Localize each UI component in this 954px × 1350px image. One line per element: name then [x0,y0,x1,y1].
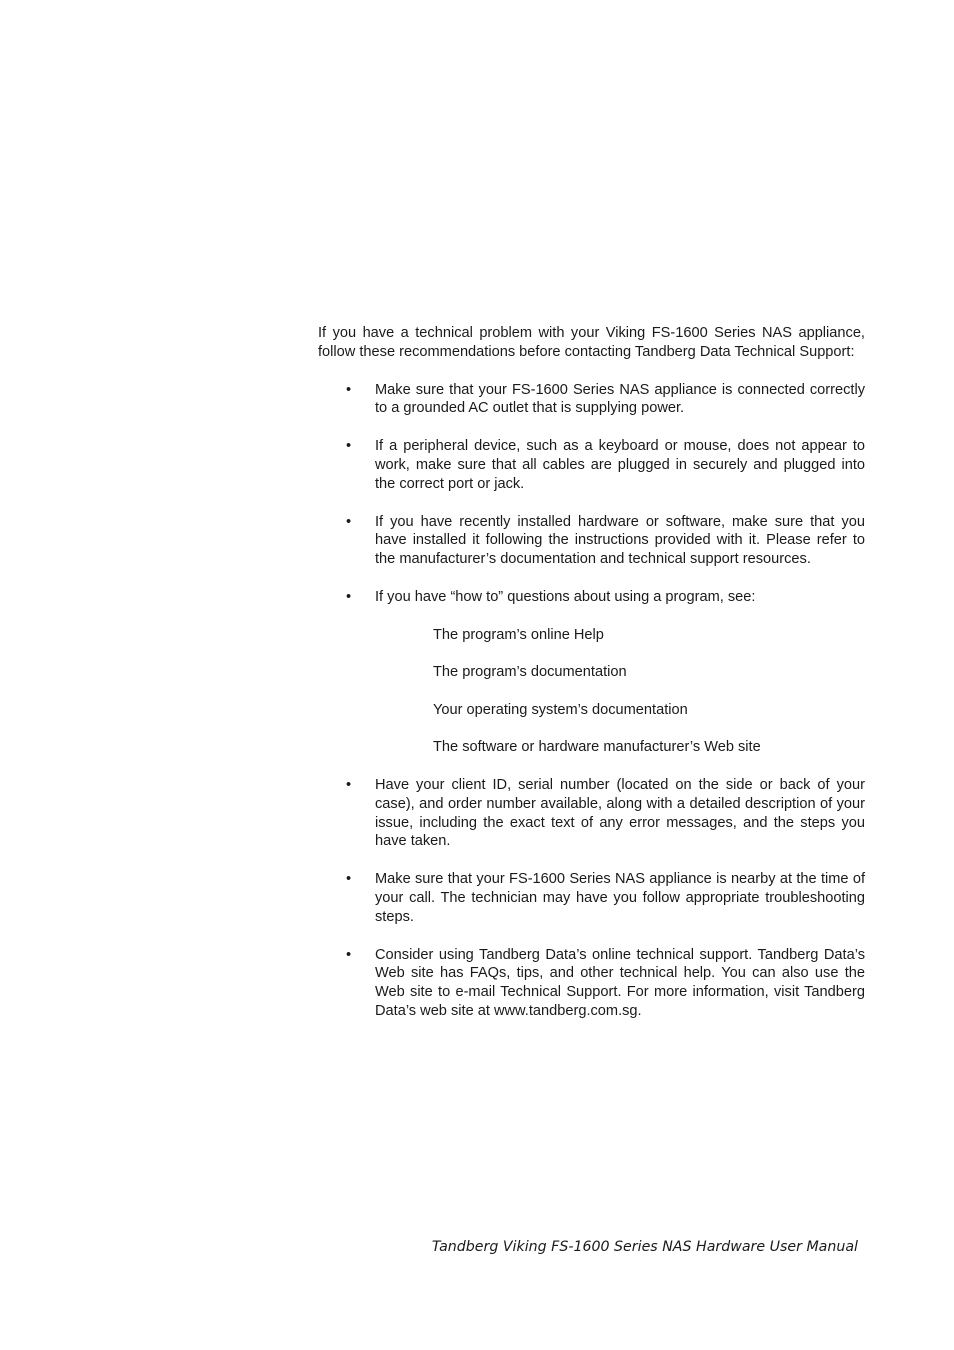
list-item [318,870,865,926]
troubleshooting-section [318,324,865,1040]
list-item [318,776,865,851]
list-item-text: If you have recently installed hardware or software, make sure that you have installed it following the instructions provided with it. Please refer to the manufacturer’s documentation and technical support resources. [375,513,865,568]
list-item-text: If a peripheral device, such as a keyboard or mouse, does not appear to work, make sure that all cables are plugged in securely and plugged into the correct port or jack. [375,438,865,492]
page-footer: Tandberg Viking FS-1600 Series NAS Hardware User Manual [431,1239,858,1255]
list-item [318,946,865,1021]
list-item [318,437,865,493]
list-item-text: If you have “how to” questions about using a program, see: [375,588,756,605]
recommendation-list [318,381,865,1021]
list-item [318,381,865,419]
intro-paragraph: If you have a technical problem with your Viking FS-1600 Series NAS appliance, follow these recommendations before contacting Tandberg Data Technical Support: [318,325,865,360]
list-item-text: Consider using Tandberg Data’s online technical support. Tandberg Data’s Web site has FAQs, tips, and other technical help. You can also use the Web site to e-mail Technical Support. For more information, visit Tandberg Data’s web site at www.tandberg.com.sg. [375,946,865,1019]
list-item [318,588,865,757]
bullet-icon: • [346,438,352,455]
sub-list-item: The program’s online Help [433,626,604,643]
bullet-icon: • [346,588,352,605]
bullet-icon: • [346,777,352,794]
list-item-text: Make sure that your FS-1600 Series NAS appliance is nearby at the time of your call. The technician may have you follow appropriate troubleshooting steps. [375,871,865,925]
bullet-icon: • [346,871,352,888]
sub-list-item: The program’s documentation [433,664,627,681]
bullet-icon: • [346,381,352,398]
list-item-text: Have your client ID, serial number (located on the side or back of your case), and order number available, along with a detailed description of your issue, including the exact text of any error messages, and the steps you have taken. [375,777,865,850]
list-item-text: Make sure that your FS-1600 Series NAS appliance is connected correctly to a grounded AC outlet that is supplying power. [375,381,865,417]
sub-list-item: Your operating system’s documentation [433,701,688,718]
bullet-icon: • [346,946,352,963]
sub-list-item: The software or hardware manufacturer’s Web site [433,739,761,756]
bullet-icon: • [346,513,352,530]
help-resources-list [375,626,865,757]
list-item [318,513,865,569]
